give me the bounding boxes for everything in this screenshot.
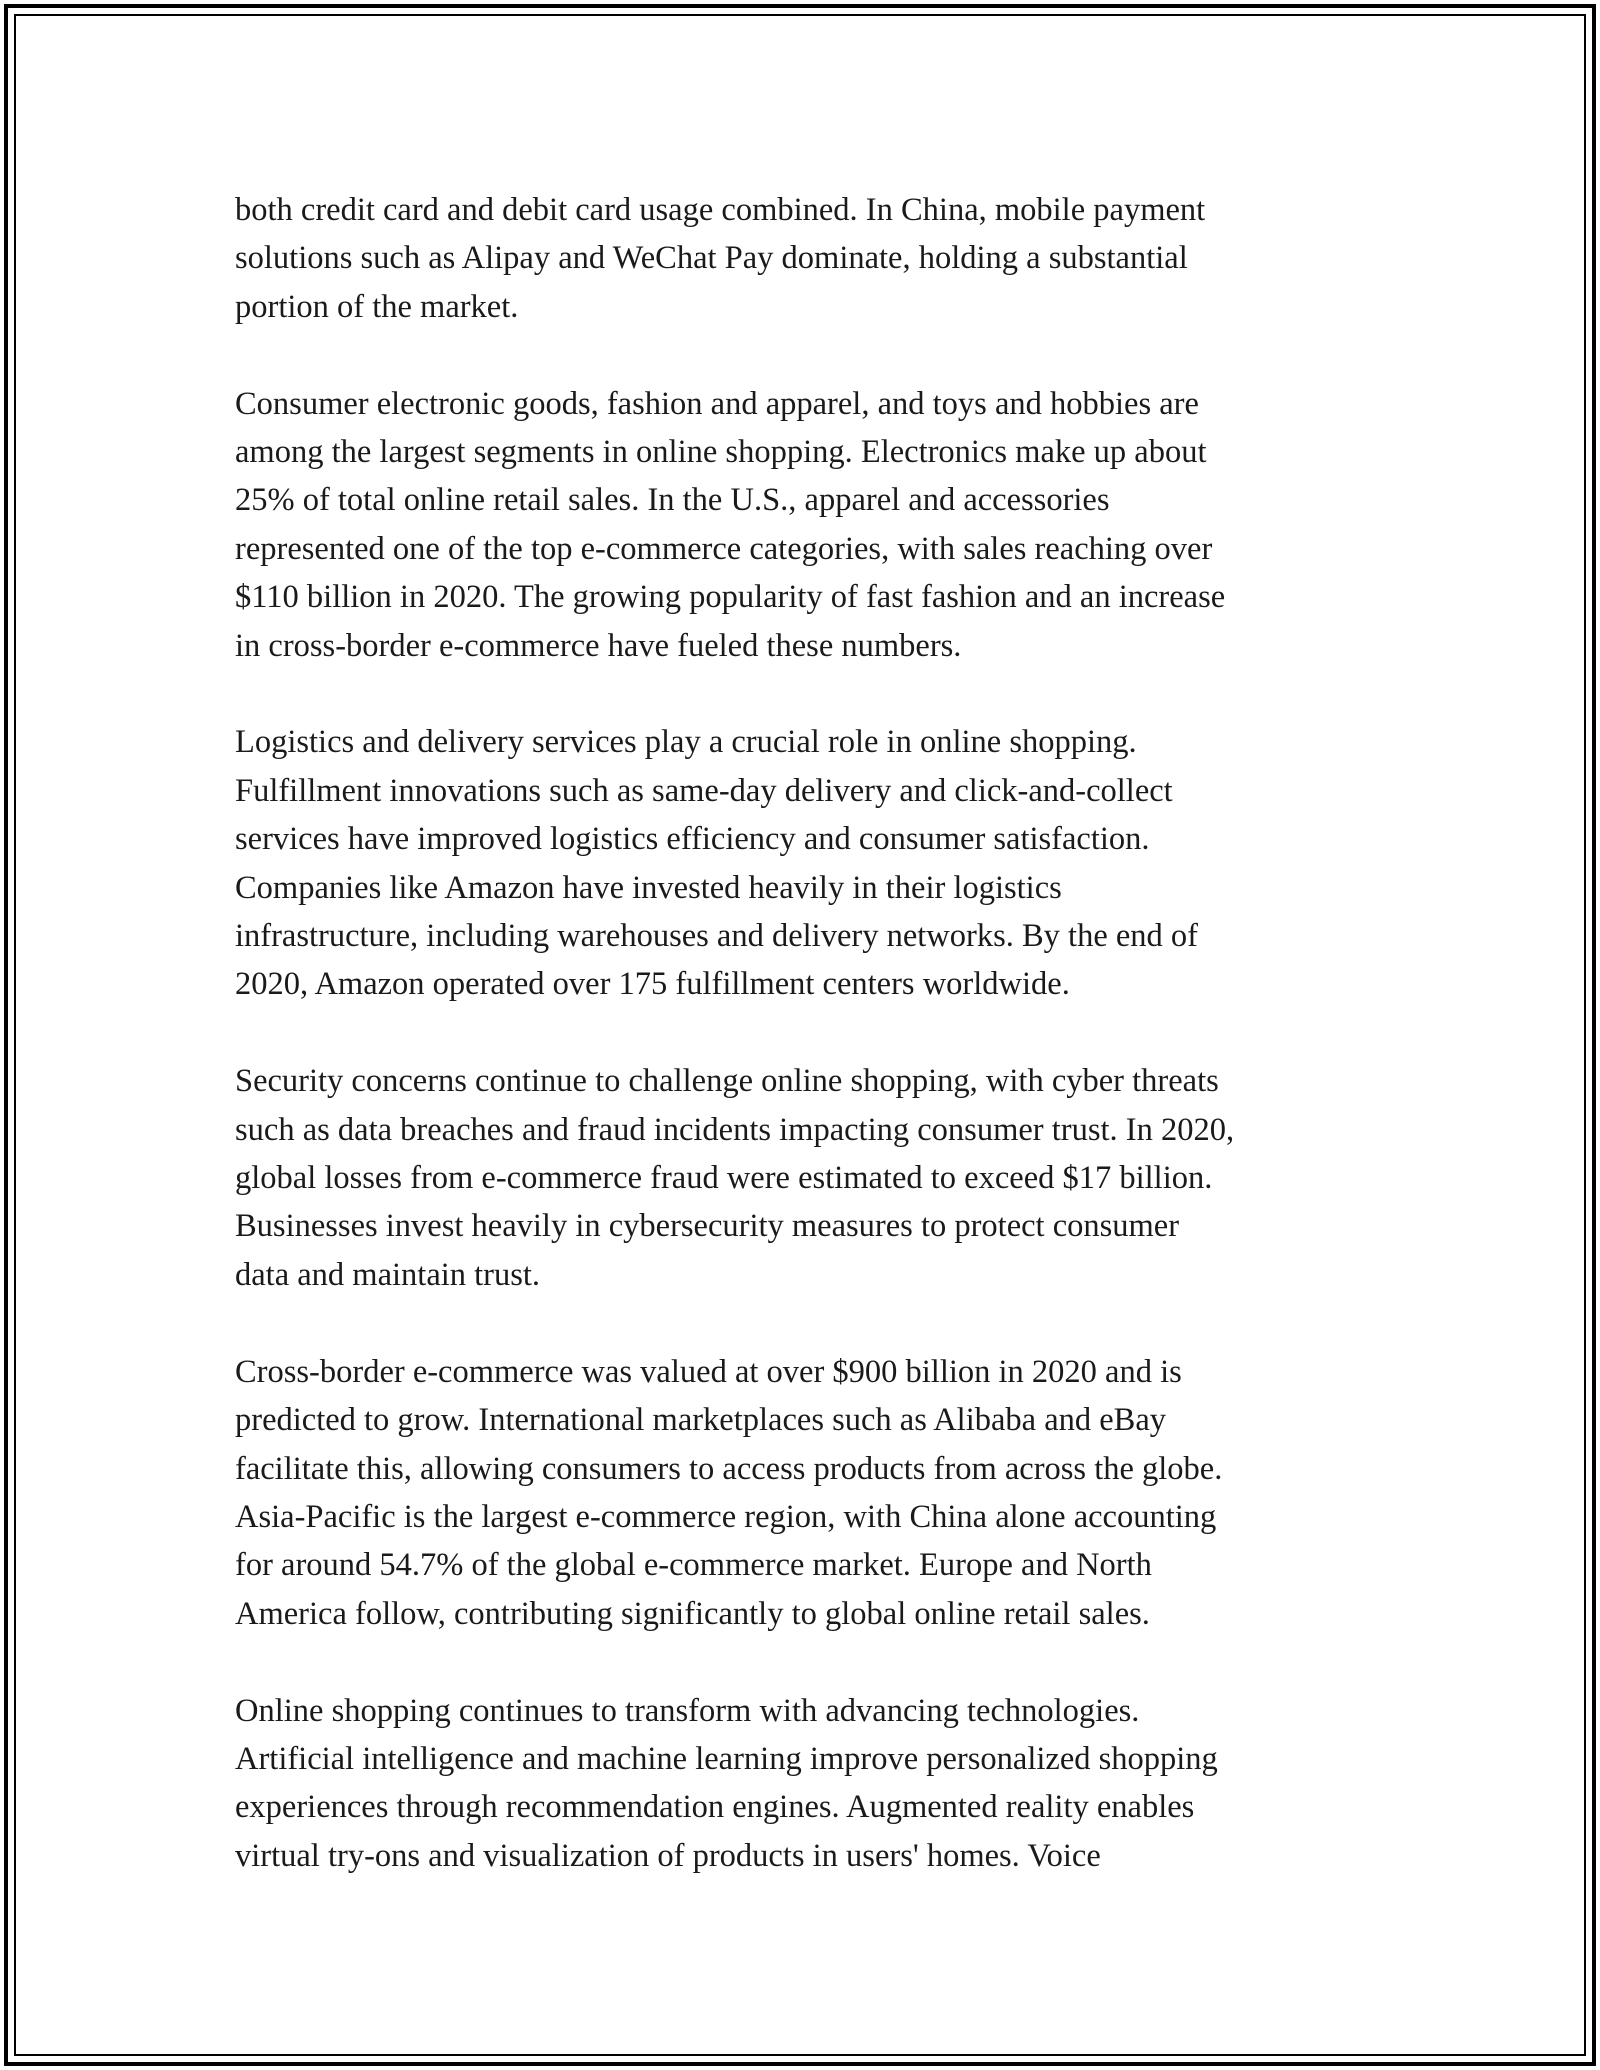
text-line: Artificial intelligence and machine learning improve personalized shopping	[235, 1740, 1218, 1777]
paragraph-security	[235, 1057, 1385, 1299]
text-line: Fulfillment innovations such as same-day delivery and click-and-collect	[235, 772, 1173, 809]
text-line: portion of the market.	[235, 288, 519, 325]
text-line: represented one of the top e-commerce categories, with sales reaching over	[235, 530, 1213, 567]
text-line: Businesses invest heavily in cybersecurity measures to protect consumer	[235, 1208, 1180, 1245]
paragraph-payment-methods	[235, 186, 1385, 331]
paragraph-logistics	[235, 718, 1385, 1008]
text-line: America follow, contributing significantly to global online retail sales.	[235, 1595, 1150, 1632]
text-line: both credit card and debit card usage combined. In China, mobile payment	[235, 192, 1206, 228]
document-body	[235, 186, 1385, 1929]
text-line: global losses from e-commerce fraud were estimated to exceed $17 billion.	[235, 1160, 1213, 1197]
text-line: 2020, Amazon operated over 175 fulfillment centers worldwide.	[235, 966, 1070, 1003]
text-line: Security concerns continue to challenge online shopping, with cyber threats	[235, 1063, 1219, 1100]
text-line: services have improved logistics efficiency and consumer satisfaction.	[235, 821, 1150, 858]
text-line: predicted to grow. International marketplaces such as Alibaba and eBay	[235, 1402, 1167, 1439]
text-line: Cross-border e-commerce was valued at over $900 billion in 2020 and is	[235, 1353, 1182, 1390]
text-line: Consumer electronic goods, fashion and apparel, and toys and hobbies are	[235, 385, 1199, 422]
text-line: among the largest segments in online shopping. Electronics make up about	[235, 434, 1207, 471]
text-line: experiences through recommendation engines. Augmented reality enables	[235, 1789, 1195, 1826]
text-line: data and maintain trust.	[235, 1256, 541, 1293]
text-line: $110 billion in 2020. The growing popularity of fast fashion and an increase	[235, 579, 1226, 616]
text-line: Logistics and delivery services play a crucial role in online shopping.	[235, 724, 1137, 761]
text-line: infrastructure, including warehouses and delivery networks. By the end of	[235, 918, 1198, 955]
text-line: for around 54.7% of the global e-commerce market. Europe and North	[235, 1547, 1152, 1584]
text-line: virtual try-ons and visualization of products in users' homes. Voice	[235, 1837, 1101, 1874]
paragraph-product-segments	[235, 380, 1385, 670]
text-line: in cross-border e-commerce have fueled these numbers.	[235, 627, 962, 664]
text-line: solutions such as Alipay and WeChat Pay dominate, holding a substantial	[235, 240, 1188, 277]
text-line: such as data breaches and fraud incidents impacting consumer trust. In 2020,	[235, 1111, 1235, 1148]
text-line: Companies like Amazon have invested heavily in their logistics	[235, 869, 1062, 906]
text-line: Asia-Pacific is the largest e-commerce region, with China alone accounting	[235, 1498, 1217, 1535]
text-line: 25% of total online retail sales. In the U.S., apparel and accessories	[235, 482, 1110, 519]
text-line: Online shopping continues to transform with advancing technologies.	[235, 1692, 1140, 1729]
paragraph-cross-border	[235, 1348, 1385, 1638]
text-line: facilitate this, allowing consumers to access products from across the globe.	[235, 1450, 1223, 1487]
paragraph-technologies	[235, 1687, 1385, 1881]
